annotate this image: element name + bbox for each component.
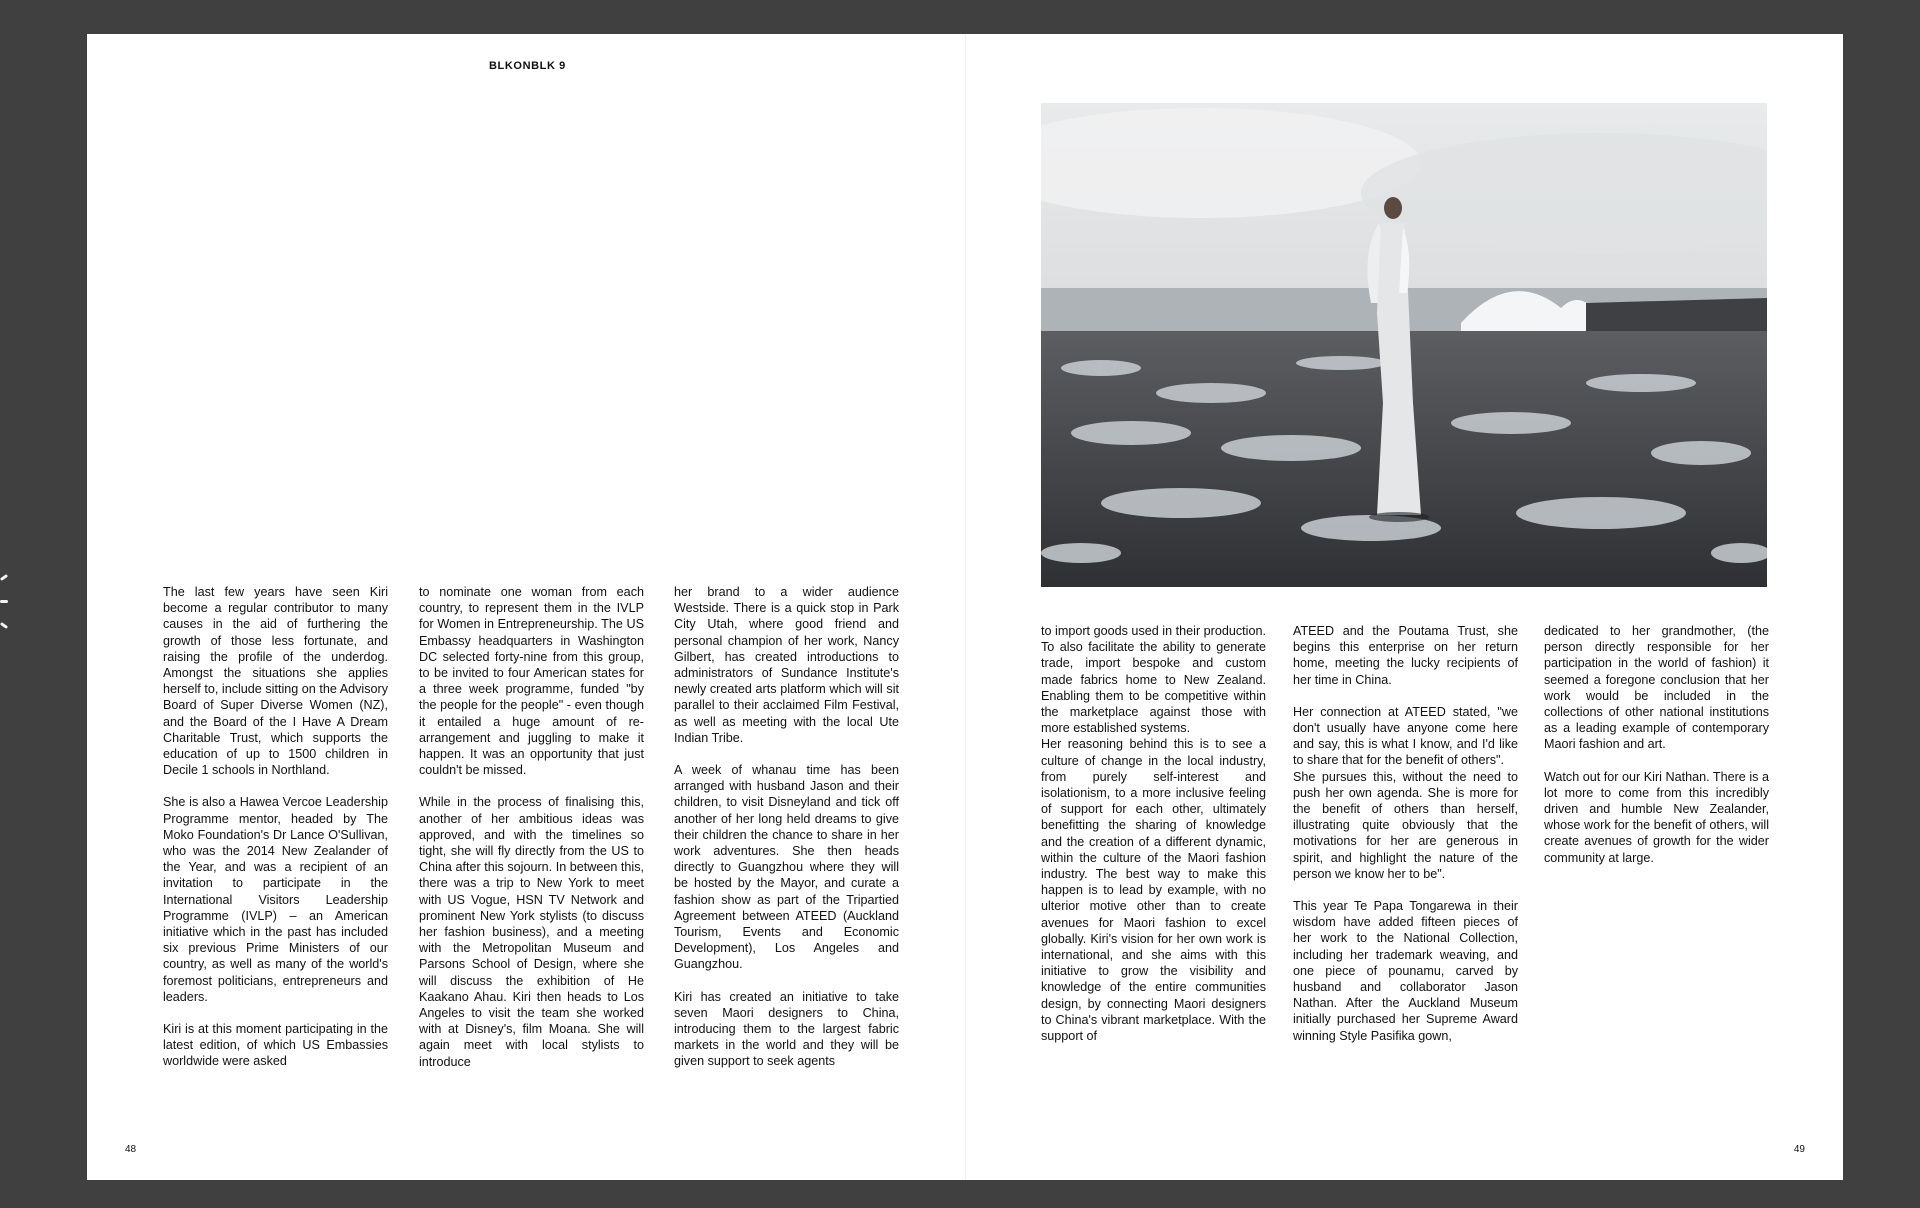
article-paragraph: Her reasoning behind this is to see a culture of change in the local industry, from purely self-interest and isolationism, to a more inclusive feeling of support for each other, ultimately benefitting the sharing of knowledge and the creation of a different dynamic, within the culture of the Maori fashion industry. The best way to make this happen is to lead by example, with no ulterior motive other than to create avenues for Maori fashion to excel globally. Kiri's vision for her own work is international, and she aims with this initiative to grow the visibility and knowledge of the entire communities design, by connecting Maori designers to China's vibrant marketplace. With the support of xyxy=(1041,737,1266,1044)
article-column-3 xyxy=(674,584,899,1086)
article-paragraph: She pursues this, without the need to push her own agenda. She is more for the benefit of others than herself, illustrating quite obviously that the motivations for her are generous in spirit, and highlight the nature of the person we know her to be". xyxy=(1293,769,1518,881)
article-paragraph: The last few years have seen Kiri become a regular contributor to many causes in the aid of furthering the growth of those less fortunate, and raising the profile of the underdog. Amongst the situations she applies herself to, include sitting on the Advisory Board of Super Diverse Women (NZ), and the Board of the I Have A Dream Charitable Trust, which supports the education of up to 1500 children in Decile 1 schools in Northland. xyxy=(163,585,388,778)
article-column-4 xyxy=(1041,623,1266,1060)
article-paragraph: This year Te Papa Tongarewa in their wisdom have added fifteen pieces of her work to the National Collection, including her trademark weaving, and one piece of pounamu, carved by husband and collaborator Jason Nathan. After the Auckland Museum initially purchased her Supreme Award winning Style Pasifika gown, xyxy=(1293,899,1518,1043)
article-paragraph: Her connection at ATEED stated, "we don't usually have anyone come here and say, this is what I know, and I'd like to share that for the benefit of others". xyxy=(1293,704,1518,768)
article-column-6 xyxy=(1544,623,1769,882)
article-paragraph: Kiri has created an initiative to take seven Maori designers to China, introducing them to the largest fabric markets in the world and they will be given support to seek agents xyxy=(674,989,899,1069)
page-spine xyxy=(965,34,966,1180)
fashion-photo xyxy=(1041,103,1767,587)
article-paragraph: Kiri is at this moment participating in the latest edition, of which US Embassies worldwide were asked xyxy=(163,1022,388,1069)
article-column-1 xyxy=(163,584,388,1086)
article-paragraph: Watch out for our Kiri Nathan. There is a lot more to come from this incredibly driven and humble New Zealander, whose work for the benefit of others, will create avenues of growth for the wider community at large. xyxy=(1544,769,1769,865)
handle-mark xyxy=(0,622,8,629)
page-number-left: 48 xyxy=(125,1144,137,1155)
page-number-right: 49 xyxy=(1793,1144,1805,1155)
article-column-5 xyxy=(1293,623,1518,1060)
page-turn-handle[interactable] xyxy=(0,570,6,636)
article-paragraph: While in the process of finalising this, another of her ambitious ideas was approved, and with the timelines so tight, she will fly directly from the US to China after this sojourn. In between this, there was a trip to New York to meet with US Vogue, HSN TV Network and prominent New York stylists (to discuss her fashion business), and a meeting with the Metropolitan Museum and Parsons School of Design, where she will discuss the exhibition of He Kaakano Ahau. Kiri then heads to Los Angeles to visit the team she worked with at Disney's, film Moana. She will again meet with local stylists to introduce xyxy=(419,795,644,1069)
article-paragraph: She is also a Hawea Vercoe Leadership Programme mentor, headed by The Moko Foundation's Dr Lance O'Sullivan, who was the 2014 New Zealander of the Year, and was a recipient of an invitation to participate in the International Visitors Leadership Programme (IVLP) – an American initiative which in the past has included six previous Prime Ministers of our country, as well as many of the world's foremost politicians, entrepreneurs and leaders. xyxy=(163,795,388,1004)
article-column-2 xyxy=(419,584,644,1086)
handle-mark xyxy=(0,600,8,603)
magazine-spread xyxy=(87,34,1843,1180)
article-paragraph: A week of whanau time has been arranged with husband Jason and their children, to visit Disneyland and tick off another of her long held dreams to give their children the chance to share in her work adventures. She then heads directly to Guangzhou where they will be hosted by the Mayor, and curate a fashion show as part of the Tripartied Agreement between ATEED (Auckland Tourism, Events and Economic Development), Los Angeles and Guangzhou. xyxy=(674,763,899,972)
article-paragraph: her brand to a wider audience Westside. There is a quick stop in Park City Utah, where good friend and personal champion of her work, Nancy Gilbert, has created introductions to administrators of Sundance Institute's newly created arts platform which will sit parallel to their acclaimed Film Festival, as well as meeting with the local Ute Indian Tribe. xyxy=(674,585,899,745)
running-head: BLKONBLK 9 xyxy=(489,60,566,72)
article-paragraph: dedicated to her grandmother, (the person directly responsible for her participation in the world of fashion) it seemed a foregone conclusion that her work would be included in the collections of other national institutions as a leading example of contemporary Maori fashion and art. xyxy=(1544,624,1769,752)
article-paragraph: ATEED and the Poutama Trust, she begins this enterprise on her return home, meeting the lucky recipients of her time in China. xyxy=(1293,624,1518,687)
model-in-white-gown-on-rocky-shore-icon xyxy=(1041,103,1767,587)
handle-mark xyxy=(0,574,8,581)
article-paragraph: to nominate one woman from each country, to represent them in the IVLP for Women in Entrepreneurship. The US Embassy headquarters in Washington DC selected forty-nine from this group, to be invited to four American states for a three week programme, funded "by the people for the people" - even though it entailed a huge amount of re-arrangement and juggling to make it happen. It was an opportunity that just couldn't be missed. xyxy=(419,585,644,778)
article-paragraph: to import goods used in their production. To also facilitate the ability to generate trade, import bespoke and custom made fabrics home to New Zealand. Enabling them to be competitive within the marketplace against those with more established systems. xyxy=(1041,624,1266,736)
